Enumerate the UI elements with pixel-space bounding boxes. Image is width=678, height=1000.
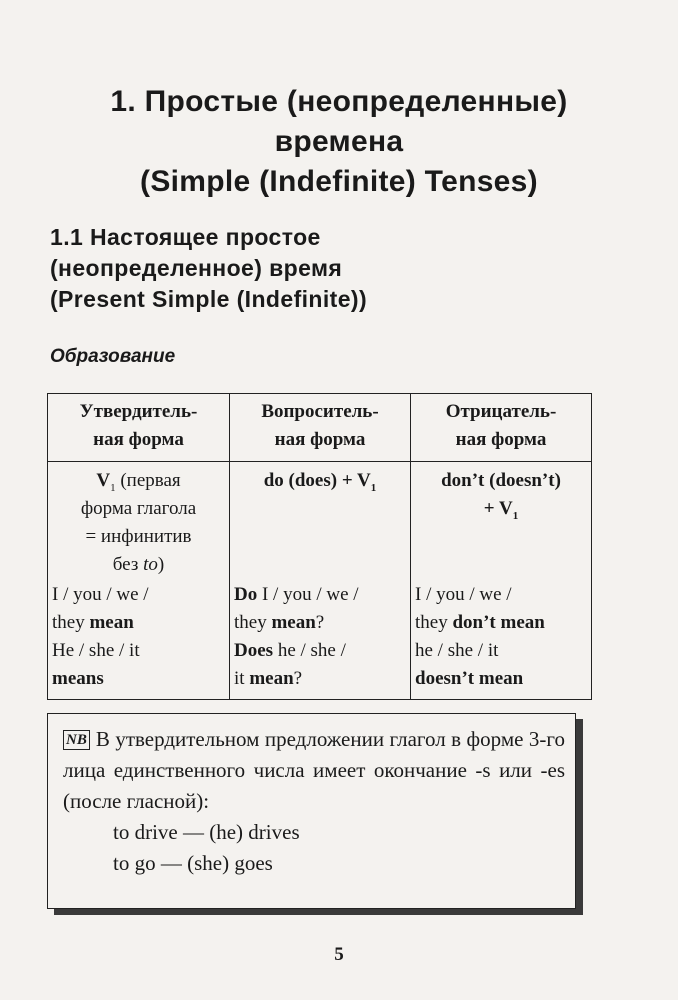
chapter-title-line-1: 1. Простые (неопределенные)	[110, 85, 568, 118]
chapter-title-line-3: (Simple (Indefinite) Tenses)	[140, 165, 538, 198]
nb-example-2: to go — (she) goes	[113, 851, 273, 875]
nb-note-box	[47, 713, 576, 909]
table-row	[48, 462, 592, 700]
interrogative-examples: Do I / you / we / they mean? Does he / she / it mean?	[234, 584, 359, 689]
table-header-row	[48, 394, 592, 462]
header-interrogative: Вопроситель- ная форма	[230, 394, 411, 462]
negative-formula: don’t (doesn’t) + $V_1$	[441, 470, 561, 522]
page-number: 5	[334, 944, 344, 965]
section-title-line-2: (неопределенное) время	[50, 255, 343, 281]
formation-heading: Образование	[50, 346, 176, 367]
interrogative-formula: do (does) + $V_1$	[263, 470, 377, 494]
header-affirmative: Утвердитель- ная форма	[48, 394, 230, 462]
section-title	[50, 222, 630, 315]
cell-affirmative	[48, 462, 230, 700]
header-negative: Отрицатель- ная форма	[411, 394, 592, 462]
nb-badge: NB	[63, 730, 90, 750]
section-title-line-3: (Present Simple (Indefinite))	[50, 286, 368, 312]
chapter-title	[40, 82, 638, 202]
formation-table	[47, 393, 592, 700]
section-title-line-1: 1.1 Настоящее простое	[50, 224, 321, 250]
affirmative-examples: I / you / we / they mean He / she / it means	[52, 584, 149, 689]
nb-example-1: to drive — (he) drives	[113, 820, 300, 844]
nb-note-text: NB В утвердительном предложении глагол в форме 3-го лица единственного числа имеет окончание -s или -es (после гласной):	[63, 727, 565, 813]
negative-examples: I / you / we / they don’t mean he / she / it doesn’t mean	[415, 584, 545, 689]
chapter-title-line-2: времена	[274, 125, 404, 158]
cell-interrogative	[230, 462, 411, 700]
cell-negative	[411, 462, 592, 700]
affirmative-formula: $V_1$ (первая форма глагола = инфинитив без to)	[80, 470, 197, 575]
